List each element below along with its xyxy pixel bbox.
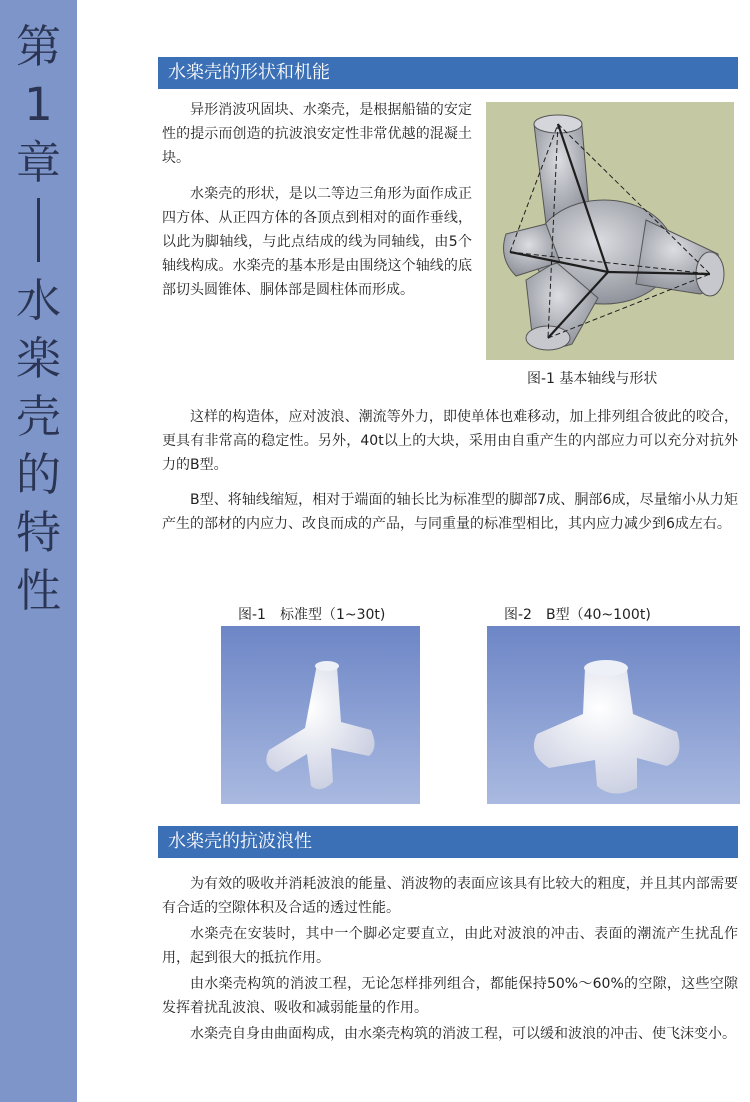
topic-char: 的 [15, 448, 61, 501]
chapter-sidebar [0, 0, 77, 1102]
wave-paragraph-1: 为有效的吸收并消耗波浪的能量、消波物的表面应该具有比较大的粗度，并且其内部需要有合适的空隙体积及合适的透过性能。 [162, 876, 738, 916]
chapter-divider [37, 198, 40, 262]
topic-char: 特 [15, 506, 61, 559]
chapter-char: 1 [24, 78, 53, 131]
b-type-paragraph: B型、将轴线缩短，相对于端面的轴长比为标准型的脚部7成、胴部6成，尽量缩小从力矩产生的部材的内应力、改良而成的产品，与同重量的标准型相比，其内应力减少到6成左右。 [162, 492, 738, 532]
stability-paragraph: 这样的构造体，应对波浪、潮流等外力，即使单体也难移动，加上排列组合彼此的咬合，更具有非常高的稳定性。另外，40t以上的大块，采用由自重产生的内部应力可以充分对抗外力的B型。 [162, 409, 738, 473]
section-heading-wave-resistance: 水楽壳的抗波浪性 [158, 826, 738, 858]
photo-b-type-tetrapod [487, 626, 740, 804]
topic-char: 楽 [15, 332, 61, 385]
topic-char: 壳 [15, 390, 61, 443]
wave-paragraph-2: 水楽壳在安装时，其中一个脚必定要直立，由此对波浪的冲击、表面的潮流产生扰乱作用，起到很大的抵抗作用。 [162, 926, 738, 966]
topic-char: 水 [15, 274, 61, 327]
wave-paragraph-4: 水楽壳自身由曲面构成，由水楽壳构筑的消波工程，可以缓和波浪的冲击、使飞沫变小。 [190, 1026, 736, 1042]
wave-paragraph-3: 由水楽壳构筑的消波工程，无论怎样排列组合，都能保持50%～60%的空隙，这些空隙发挥着扰乱波浪、吸收和减弱能量的作用。 [162, 976, 738, 1016]
standard-tetrapod-photo [221, 626, 420, 804]
photo-caption-standard: 图-1 标准型（1~30t) [238, 607, 386, 623]
tetrapod-axis-illustration [486, 102, 734, 360]
intro-paragraph-2: 水楽壳的形状，是以二等边三角形为面作成正四方体、从正四方体的各顶点到相对的面作垂线，以此为脚轴线，与此点结成的线为同轴线，由5个轴线构成。水楽壳的基本形是由围绕这个轴线的底部切头圆锥体、胴体部是圆柱体而形成。 [162, 186, 472, 298]
chapter-title [0, 18, 77, 620]
photo-caption-b-type: 图-2 B型（40~100t) [504, 607, 651, 623]
figure-caption: 图-1 基本轴线与形状 [527, 371, 658, 387]
intro-paragraph-1: 异形消波巩固块、水楽壳，是根据船锚的安定性的提示而创造的抗波浪安定性非常优越的混凝土块。 [162, 102, 472, 166]
axis-diagram-figure [486, 102, 734, 360]
photo-standard-tetrapod [221, 626, 420, 804]
b-type-tetrapod-photo [487, 626, 740, 804]
chapter-char: 章 [15, 136, 61, 189]
section-heading-shape: 水楽壳的形状和机能 [158, 57, 738, 89]
topic-char: 性 [15, 564, 61, 617]
chapter-char: 第 [15, 20, 61, 73]
